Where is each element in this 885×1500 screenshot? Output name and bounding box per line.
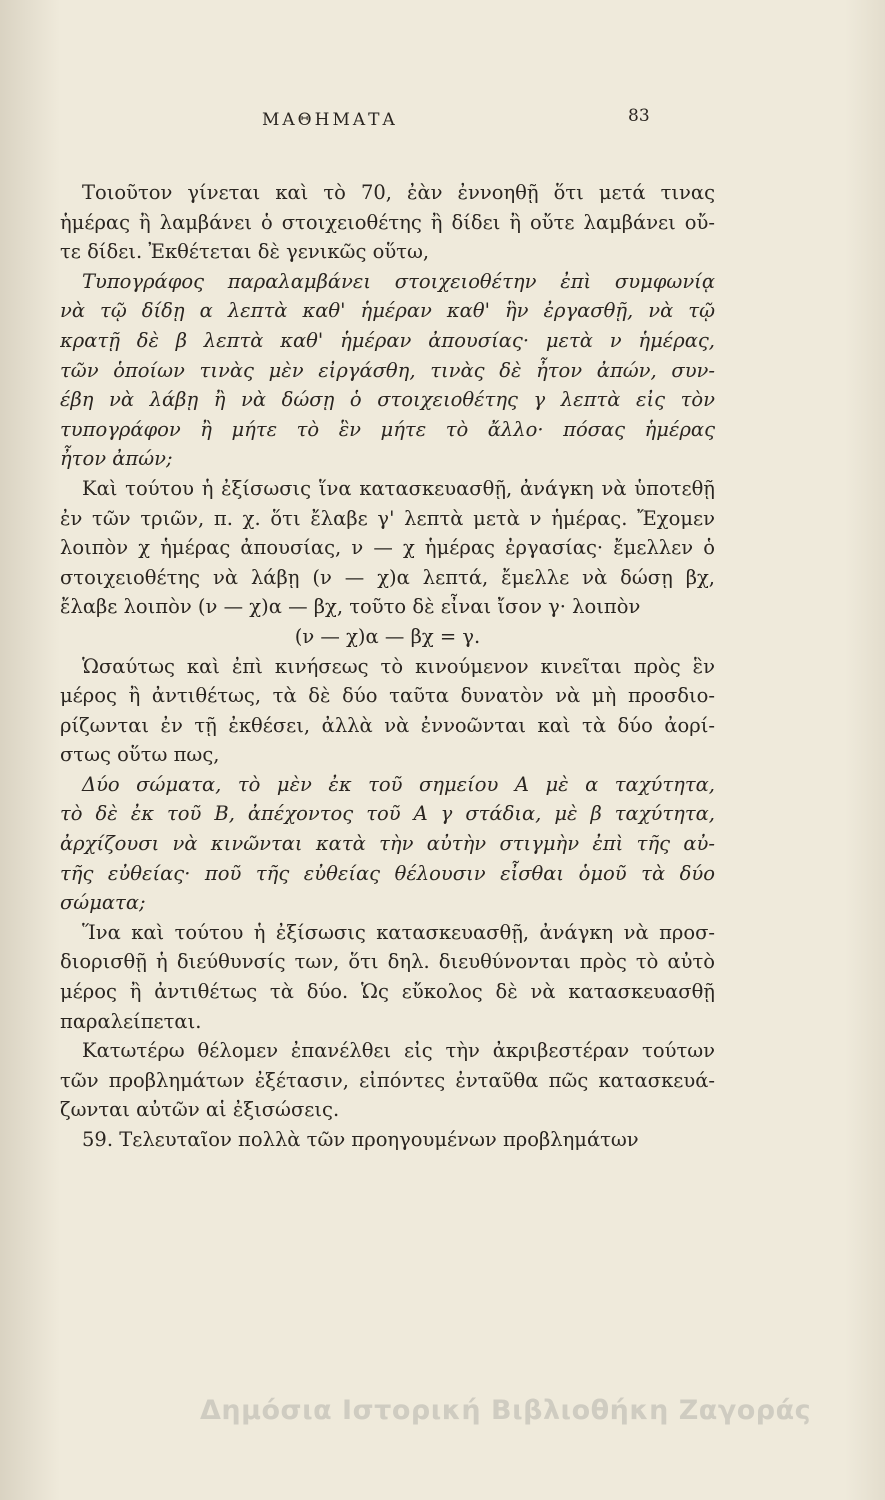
paragraph — [60, 918, 715, 1036]
text-line: ζωνται αὐτῶν αἱ ἐξισώσεις. — [60, 1098, 340, 1122]
text-line: στοιχειοθέτης νὰ λάβῃ (ν — χ)α λεπτά, ἔμελλε νὰ δώσῃ βχ, — [60, 565, 715, 589]
text-line: στως οὕτω πως, — [60, 743, 220, 767]
paragraph — [60, 474, 715, 622]
text-line: παραλείπεται. — [60, 1009, 202, 1033]
text-line: Τυπογράφος παραλαμβάνει στοιχειοθέτην ἐπὶ συμφωνίᾳ — [82, 269, 715, 293]
page-number: 83 — [628, 106, 650, 126]
text-line: Τοιοῦτον γίνεται καὶ τὸ 70, ἐὰν ἐννοηθῇ ὅτι μετά τινας — [82, 181, 715, 204]
paragraph — [60, 770, 715, 918]
text-line: ἦτον ἀπών; — [60, 447, 173, 471]
paragraph — [60, 267, 715, 474]
text-line: ἐν τῶν τριῶν, π. χ. ὅτι ἔλαβε γ' λεπτὰ μετὰ ν ἡμέρας. Ἔχομεν — [60, 506, 715, 530]
text-line: ἔλαβε λοιπὸν (ν — χ)α — βχ, τοῦτο δὲ εἶναι ἴσον γ· λοιπὸν — [60, 595, 641, 619]
text-line: ἡμέρας ἢ λαμβάνει ὁ στοιχειοθέτης ἢ δίδει ἢ οὔτε λαμβάνει οὔ- — [60, 210, 715, 234]
text-line: νὰ τῷ δίδῃ α λεπτὰ καθ' ἡμέραν καθ' ἣν ἐργασθῇ, νὰ τῷ — [60, 299, 715, 323]
text-line: μέρος ἢ ἀντιθέτως, τὰ δὲ δύο ταῦτα δυνατὸν νὰ μὴ προσδιο- — [60, 684, 715, 708]
text-line: (ν — χ)α — βχ = γ. — [294, 624, 481, 648]
library-watermark: Δημόσια Ιστορική Βιβλιοθήκη Ζαγοράς — [200, 1395, 812, 1426]
text-line: λοιπὸν χ ἡμέρας ἀπουσίας, ν — χ ἡμέρας ἐργασίας· ἔμελλεν ὁ — [60, 536, 715, 560]
text-line: Ὡσαύτως καὶ ἐπὶ κινήσεως τὸ κινούμενον κινεῖται πρὸς ἓν — [82, 654, 715, 678]
paragraph — [60, 178, 715, 267]
text-line: τὸ δὲ ἐκ τοῦ Β, ἀπέχοντος τοῦ Α γ στάδια, μὲ β ταχύτητα, — [60, 802, 715, 826]
text-line: Ἵνα καὶ τούτου ἡ ἐξίσωσις κατασκευασθῇ, ἀνάγκη νὰ προσ- — [82, 920, 715, 944]
text-line: τῶν ὁποίων τινὰς μὲν εἰργάσθη, τινὰς δὲ ἦτον ἀπών, συν- — [60, 358, 715, 382]
page-header — [0, 100, 885, 140]
paragraph — [60, 652, 715, 770]
text-line: τε δίδει. Ἐκθέτεται δὲ γενικῶς οὕτω, — [60, 240, 430, 264]
text-line: σώματα; — [60, 891, 146, 915]
text-line: 59. Τελευταῖον πολλὰ τῶν προηγουμένων προβλημάτων — [82, 1128, 639, 1151]
running-title: ΜΑΘΗΜΑΤΑ — [262, 110, 398, 130]
paragraph — [60, 1125, 715, 1155]
paragraph — [60, 622, 715, 652]
text-line: ἀρχίζουσι νὰ κινῶνται κατὰ τὴν αὐτὴν στιγμὴν ἐπὶ τῆς αὐ- — [60, 832, 715, 856]
text-line: Δύο σώματα, τὸ μὲν ἐκ τοῦ σημείου Α μὲ α ταχύτητα, — [82, 772, 715, 796]
text-line: έβη νὰ λάβῃ ἢ νὰ δώσῃ ὁ στοιχειοθέτης γ λεπτὰ εἰς τὸν — [60, 388, 715, 412]
text-line: ρίζωνται ἐν τῇ ἐκθέσει, ἀλλὰ νὰ ἐννοῶνται καὶ τὰ δύο ἀορί- — [60, 713, 715, 737]
text-line: τυπογράφον ἢ μήτε τὸ ἓν μήτε τὸ ἄλλο· πόσας ἡμέρας — [60, 417, 715, 441]
text-line: κρατῇ δὲ β λεπτὰ καθ' ἡμέραν ἀπουσίας· μετὰ ν ἡμέρας, — [60, 328, 715, 352]
text-line: Καὶ τούτου ἡ ἐξίσωσις ἵνα κατασκευασθῇ, ἀνάγκη νὰ ὑποτεθῇ — [82, 476, 715, 500]
text-line: διορισθῇ ἡ διεύθυνσίς των, ὅτι δηλ. διευθύνονται πρὸς τὸ αὐτὸ — [60, 950, 715, 974]
text-line: μέρος ἢ ἀντιθέτως τὰ δύο. Ὡς εὔκολος δὲ νὰ κατασκευασθῇ — [60, 980, 715, 1004]
text-line: τῶν προβλημάτων ἐξέτασιν, εἰπόντες ἐνταῦθα πῶς κατασκευά- — [60, 1068, 715, 1092]
paragraph — [60, 1036, 715, 1125]
text-line: τῆς εὐθείας· ποῦ τῆς εὐθείας θέλουσιν εἶσθαι ὁμοῦ τὰ δύο — [60, 861, 715, 885]
body-text — [60, 178, 715, 1155]
text-line: Κατωτέρω θέλομεν ἐπανέλθει εἰς τὴν ἀκριβεστέραν τούτων — [82, 1039, 715, 1063]
